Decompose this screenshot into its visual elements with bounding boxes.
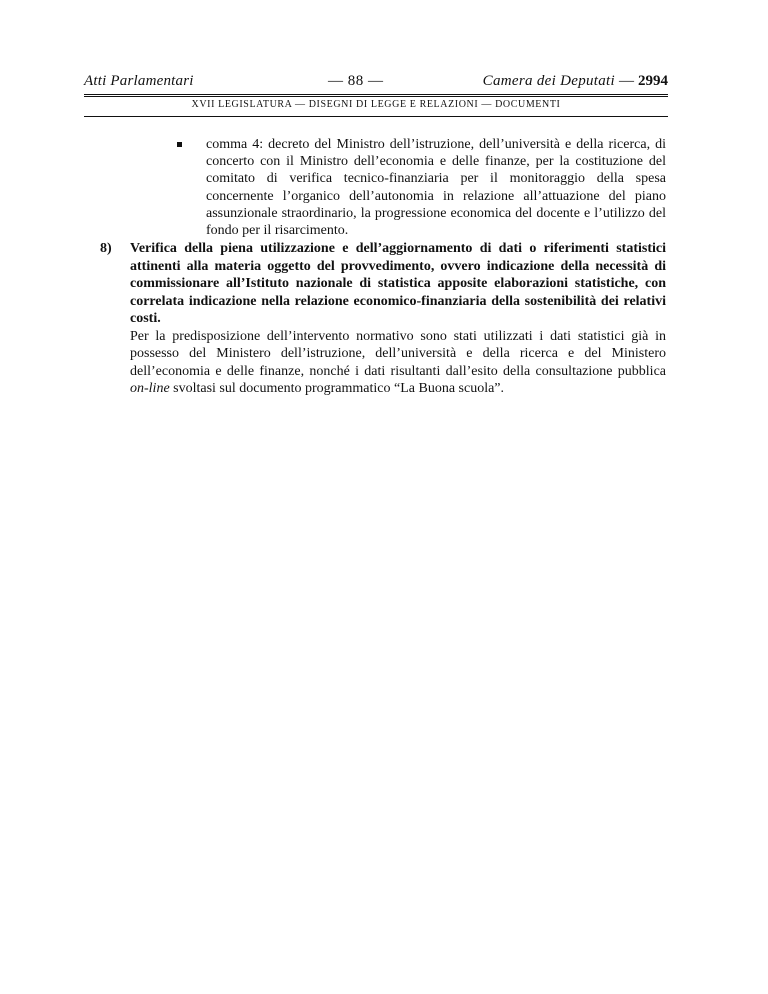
bullet-item bbox=[180, 136, 666, 239]
header-document-number: 2994 bbox=[638, 73, 668, 89]
header-rule-second bbox=[84, 96, 668, 97]
header-publication-title: Atti Parlamentari bbox=[84, 73, 194, 89]
header-right-group bbox=[483, 70, 668, 92]
header-rule-top bbox=[84, 94, 668, 95]
section-title: Verifica della piena utilizzazione e dell’aggiornamento di dati o riferimenti statistici attinenti alla materia oggetto del provvedimento, ovvero indicazione della necessità di commissionare all’Istituto nazionale di statistica apposite elaborazioni statistiche, con correlata indicazione nella relazione economico-finanziaria della sostenibilità dei relativi costi. bbox=[130, 241, 666, 326]
section-body bbox=[130, 240, 666, 398]
header-subtitle: XVII LEGISLATURA — DISEGNI DI LEGGE E RELAZIONI — DOCUMENTI bbox=[191, 99, 561, 110]
section-text-italic: on-line bbox=[130, 381, 170, 396]
header-rule-bottom bbox=[84, 116, 668, 117]
bullet-text: comma 4: decreto del Ministro dell’istruzione, dell’università e della ricerca, di concerto con il Ministro dell’economia e delle finanze, per la costituzione del comitato di verifica tecnico-finanziaria per il monitoraggio della spesa concernente l’organico dell’autonomia in relazione all’attuazione del piano assunzionale straordinario, la progressione economica del docente e l’utilizzo del fondo per il risarcimento. bbox=[206, 137, 666, 239]
section-8 bbox=[100, 240, 666, 398]
page-header bbox=[84, 70, 668, 92]
header-separator: — bbox=[619, 73, 634, 89]
section-number: 8) bbox=[100, 241, 112, 256]
bullet-square-icon bbox=[177, 142, 182, 147]
section-text-part2: svoltasi sul documento programmatico “La Buona scuola”. bbox=[173, 381, 505, 396]
section-text-part1: Per la predisposizione dell’intervento normativo sono stati utilizzati i dati statistici già in possesso del Ministero dell’istruzione, dell’università e della ricerca e del Ministero dell’economia e delle finanze, nonché i dati risultanti dall’esito della consultazione pubblica bbox=[130, 328, 666, 379]
section-paragraph bbox=[130, 328, 666, 398]
header-page-number: — 88 — bbox=[328, 73, 384, 89]
header-house-name: Camera dei Deputati bbox=[482, 73, 615, 89]
